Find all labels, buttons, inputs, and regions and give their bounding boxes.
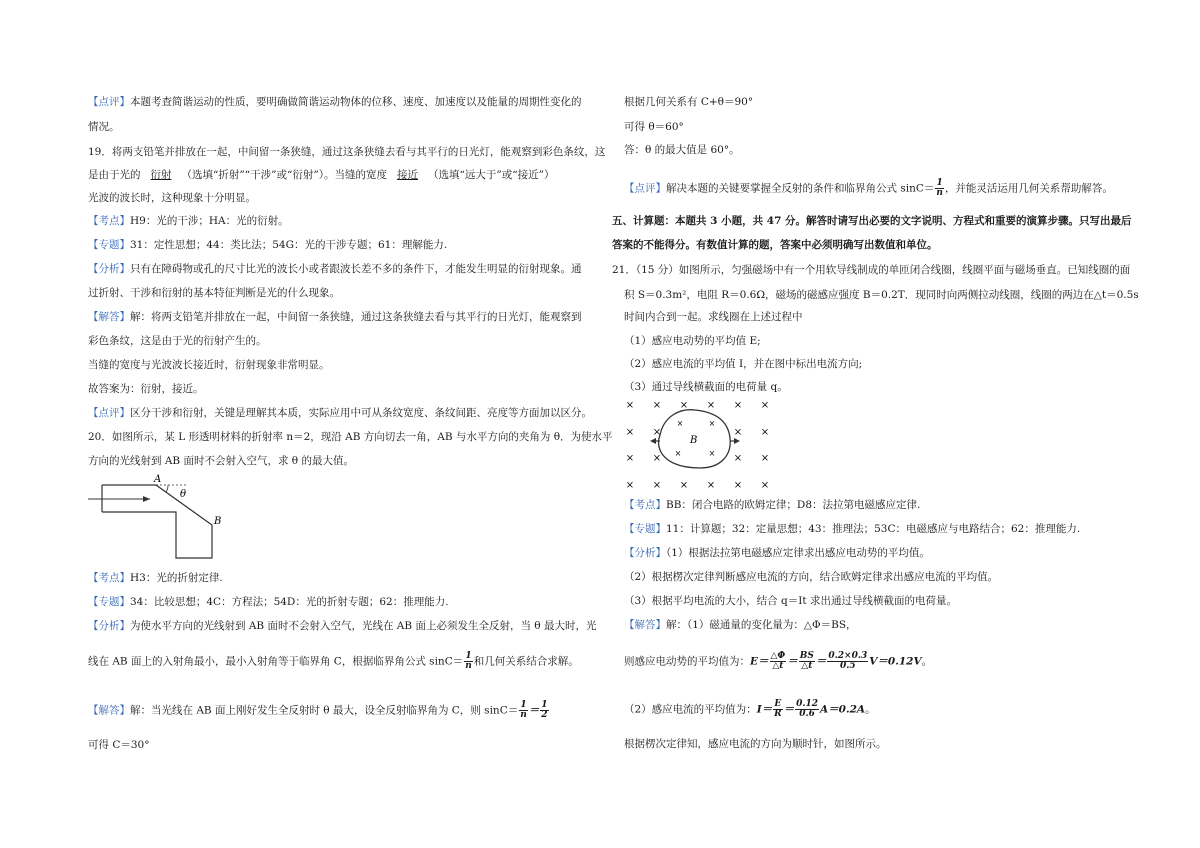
figure-label-b: B: [690, 435, 698, 446]
q19-jieda-2: 彩色条纹，这是由于光的衍射产生的。: [88, 335, 267, 347]
q19-fenxi: [88, 262, 582, 276]
field-x-mark: ×: [625, 400, 635, 411]
kaodian-text: BB：闭合电路的欧姆定律；D8：法拉第电磁感应定律.: [666, 499, 921, 511]
field-x-mark: ×: [760, 400, 770, 411]
field-x-mark: ×: [674, 449, 682, 458]
zhuanti-tag: 【专题】: [88, 239, 130, 251]
field-x-mark: ×: [760, 480, 770, 491]
field-x-mark: ×: [733, 427, 743, 438]
q21-current-equation: （2）感应电流的平均值为：I＝ $\frac{E}{R}$ ＝ $\frac{0.12}{0.6}$ A＝0.2A。: [624, 699, 876, 719]
q19-jieda: [88, 310, 582, 324]
fenxi-tag: 【分析】: [624, 547, 666, 559]
fraction: $\frac{0.2\times 0.3}{0.5}$: [828, 651, 868, 671]
field-x-mark: ×: [625, 480, 635, 491]
field-x-mark: ×: [760, 427, 770, 438]
comment-text: 本题考查简谐运动的性质，要明确做简谐运动物体的位移、速度、加速度以及能量的周期性变化的: [130, 96, 582, 108]
equation-lead: 则感应电动势的平均值为：: [624, 655, 750, 668]
field-x-mark: ×: [760, 453, 770, 464]
q19-text: （选填“折射”“干涉”或“衍射”）。当缝的宽度: [181, 169, 387, 181]
r-line1: 根据几何关系有 C+θ＝90°: [624, 96, 754, 108]
field-x-mark: ×: [652, 427, 662, 438]
q19-line1: 19．将两支铅笔并排放在一起，中间留一条狭缝，通过这条狭缝去看与其平行的日光灯，能观察到彩色条纹，这: [88, 146, 606, 158]
q20-zhuanti: [88, 595, 449, 609]
dianping-text: 区分干涉和衍射，关键是理解其本质，实际应用中可从条纹宽度、条纹间距、亮度等方面加以区分。: [130, 407, 592, 419]
field-x-mark: ×: [708, 419, 716, 428]
section-title-1: 五、计算题：本题共 3 小题，共 47 分。解答时请写出必要的文字说明、方程式和重要的演算步骤。只写出最后: [612, 215, 1132, 227]
q21-fenxi-2: （2）根据楞次定律判断感应电流的方向，结合欧姆定律求出感应电流的平均值。: [624, 571, 999, 583]
fraction: $\frac{E}{R}$: [774, 699, 782, 719]
zhuanti-tag: 【专题】: [88, 596, 130, 608]
q21-emf-equation: 则感应电动势的平均值为：E＝ $\frac{\triangle\Phi}{\triangle t}$ ＝ $\frac{BS}{\triangle t}$ ＝ $\frac{0.2\times 0.3}{0.5}$ V＝0.12V。: [624, 651, 933, 671]
dianping-tag: 【点评】: [624, 182, 666, 195]
jieda-text: 解：将两支铅笔并排放在一起，中间留一条狭缝，通过这条狭缝去看与其平行的日光灯，能观察到: [130, 311, 582, 323]
l-shape-figure: [88, 472, 228, 564]
field-x-mark: ×: [733, 480, 743, 491]
q21-fenxi-3: （3）根据平均电流的大小，结合 q＝It 求出通过导线横截面的电荷量。: [624, 595, 957, 607]
q19-text: 是由于光的: [88, 169, 141, 181]
jieda-text: 解：（1）磁通量的变化量为：△Φ＝BS，: [666, 619, 857, 631]
field-x-mark: ×: [708, 449, 716, 458]
comment-tag: 【点评】: [88, 96, 130, 108]
fenxi-text: 和几何关系结合求解。: [473, 655, 579, 668]
q19-zhuanti: [88, 238, 447, 252]
figure-label-a: A: [154, 474, 162, 485]
fenxi-tag: 【分析】: [88, 620, 130, 632]
fraction-1-2: $\frac{1}{2}$: [541, 700, 548, 720]
q21-sub1: （1）感应电动势的平均值 E;: [624, 335, 761, 347]
jieda-tag: 【解答】: [624, 619, 666, 631]
q19-answer1: 衍射: [150, 169, 172, 181]
field-x-mark: ×: [706, 400, 716, 411]
field-x-mark: ×: [625, 453, 635, 464]
q21-jieda-direction: 根据楞次定律知，感应电流的方向为顺时针，如图所示。: [624, 738, 887, 750]
q21-jieda: [624, 618, 857, 632]
comment-text-cont: 情况。: [88, 121, 120, 133]
q20-jieda: 【解答】解：当光线在 AB 面上刚好发生全反射时 θ 最大，设全反射临界角为 C，则 sinC＝ $\frac{1}{n}$ ＝ $\frac{1}{2}$: [88, 700, 548, 720]
field-x-mark: ×: [706, 480, 716, 491]
field-x-mark: ×: [733, 400, 743, 411]
q20-jieda-2: 可得 C＝30°: [88, 739, 150, 751]
field-x-mark: ×: [625, 427, 635, 438]
q20-fenxi-cont: [88, 652, 579, 671]
kaodian-tag: 【考点】: [624, 499, 666, 511]
fenxi-text: 线在 AB 面上的入射角最小，最小入射角等于临界角 C，根据临界角公式 sinC＝: [88, 655, 464, 668]
fraction-1-n: $\frac{1}{n}$: [936, 178, 943, 198]
q20-fenxi: [88, 619, 596, 633]
q20-line1: 20．如图所示，某 L 形透明材料的折射率 n＝2，现沿 AB 方向切去一角，AB 与水平方向的夹角为 θ．为使水平: [88, 431, 613, 443]
equation-lead: （2）感应电流的平均值为：: [624, 703, 757, 716]
q21-fenxi: [624, 546, 930, 560]
fraction: $\frac{0.12}{0.6}$: [796, 699, 819, 719]
dianping-tag: 【点评】: [88, 407, 130, 419]
q19-dianping: [88, 406, 592, 420]
q20-dianping: [624, 179, 1113, 198]
fraction: $\frac{BS}{\triangle t}$: [799, 651, 814, 671]
section-title-2: 答案的不能得分。有数值计算的题，答案中必须明确写出数值和单位。: [612, 239, 938, 251]
fraction-1-n: $\frac{1}{n}$: [465, 651, 472, 671]
dianping-text: 解决本题的关键要掌握全反射的条件和临界角公式 sinC＝: [666, 182, 935, 195]
fraction-1-n: $\frac{1}{n}$: [520, 700, 527, 720]
field-x-mark: ×: [679, 480, 689, 491]
q21-line3: 时间内合到一起。求线圈在上述过程中: [624, 311, 803, 323]
r-line2: 可得 θ＝60°: [624, 121, 684, 133]
field-x-mark: ×: [676, 419, 684, 428]
q19-fenxi-cont: 过折射、干涉和衍射的基本特征判断是光的什么现象。: [88, 287, 340, 299]
q21-kaodian: [624, 498, 920, 512]
q19-line2: [88, 168, 554, 182]
fenxi-tag: 【分析】: [88, 263, 130, 275]
comment-line: [88, 95, 582, 109]
field-x-mark: ×: [679, 400, 689, 411]
q20-kaodian: [88, 571, 223, 585]
field-x-mark: ×: [652, 400, 662, 411]
zhuanti-text: 34：比较思想；4C：方程法；54D：光的折射专题；62：推理能力.: [130, 596, 449, 608]
field-x-mark: ×: [652, 480, 662, 491]
kaodian-tag: 【考点】: [88, 572, 130, 584]
q21-sub3: （3）通过导线横截面的电荷量 q。: [624, 381, 788, 393]
figure-label-theta: θ: [180, 489, 187, 500]
q19-jieda-3: 当缝的宽度与光波波长接近时，衍射现象非常明显。: [88, 359, 330, 371]
jieda-tag: 【解答】: [88, 704, 130, 717]
q20-line2: 方向的光线射到 AB 面时不会射入空气，求 θ 的最大值。: [88, 455, 354, 467]
field-x-mark: ×: [733, 453, 743, 464]
jieda-tag: 【解答】: [88, 311, 130, 323]
zhuanti-tag: 【专题】: [624, 523, 666, 535]
zhuanti-text: 31：定性思想；44：类比法；54G：光的干涉专题；61：理解能力.: [130, 239, 448, 251]
q19-jieda-4: 故答案为：衍射，接近。: [88, 383, 204, 395]
q21-line1: 21．（15 分）如图所示，匀强磁场中有一个用软导线制成的单匝闭合线圈，线圈平面与磁场垂直。已知线圈的面: [612, 264, 1131, 276]
kaodian-text: H9：光的干涉；HA：光的衍射。: [130, 215, 289, 227]
q21-sub2: （2）感应电流的平均值 I，并在图中标出电流方向;: [624, 358, 863, 370]
q19-line3: 光波的波长时，这种现象十分明显。: [88, 192, 256, 204]
field-x-mark: ×: [652, 453, 662, 464]
q21-line2: 积 S＝0.3m²，电阻 R＝0.6Ω，磁场的磁感应强度 B＝0.2T．现同时向两侧拉动线圈，线圈的两边在△t＝0.5s: [624, 289, 1139, 301]
jieda-text: 解：当光线在 AB 面上刚好发生全反射时 θ 最大，设全反射临界角为 C，则 sinC＝: [130, 704, 519, 717]
q19-answer2: 接近: [396, 169, 418, 181]
kaodian-text: H3：光的折射定律.: [130, 572, 223, 584]
fenxi-text: 为使水平方向的光线射到 AB 面时不会射入空气，光线在 AB 面上必须发生全反射，当 θ 最大时，光: [130, 620, 597, 632]
magnetic-coil-figure: [620, 398, 780, 493]
r-line3: 答：θ 的最大值是 60°。: [624, 144, 740, 156]
kaodian-tag: 【考点】: [88, 215, 130, 227]
fenxi-text: （1）根据法拉第电磁感应定律求出感应电动势的平均值。: [666, 547, 930, 559]
q21-zhuanti: [624, 522, 1080, 536]
magnetic-field-marks: [626, 400, 769, 491]
fraction: $\frac{\triangle\Phi}{\triangle t}$: [770, 651, 786, 671]
dianping-text: ，并能灵活运用几何关系帮助解答。: [944, 182, 1113, 195]
zhuanti-text: 11：计算题；32：定量思想；43：推理法；53C：电磁感应与电路结合；62：推理能力.: [666, 523, 1081, 535]
figure-label-b: B: [214, 516, 222, 527]
q19-text: （选填“远大于”或“接近”）: [427, 169, 555, 181]
fenxi-text: 只有在障碍物或孔的尺寸比光的波长小或者跟波长差不多的条件下，才能发生明显的衍射现象。通: [130, 263, 582, 275]
q19-kaodian: [88, 214, 289, 228]
